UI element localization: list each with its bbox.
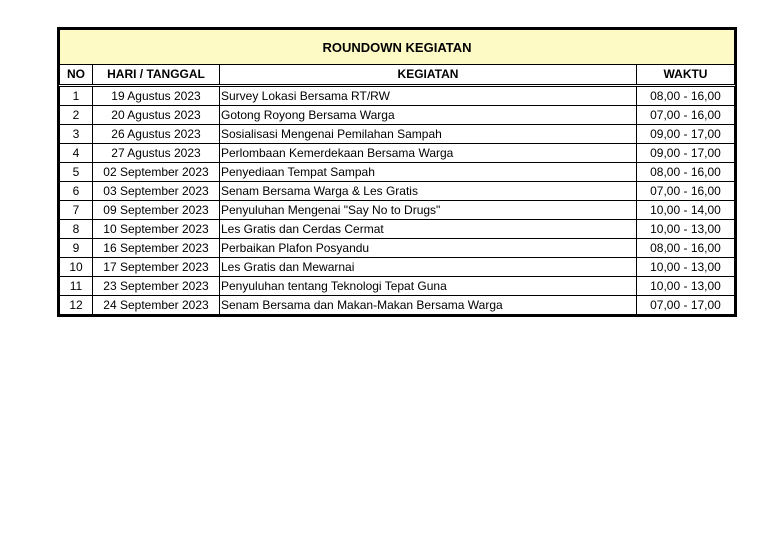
cell-date: 26 Agustus 2023: [93, 125, 220, 144]
cell-time: 09,00 - 17,00: [636, 125, 734, 144]
cell-time: 10,00 - 13,00: [636, 258, 734, 277]
cell-time: 10,00 - 13,00: [636, 277, 734, 296]
cell-time: 10,00 - 13,00: [636, 220, 734, 239]
table-body: [60, 86, 735, 315]
cell-no: 5: [60, 163, 93, 182]
cell-date: 02 September 2023: [93, 163, 220, 182]
table-row: [60, 163, 735, 182]
cell-activity: Penyuluhan tentang Teknologi Tepat Guna: [220, 277, 637, 296]
cell-date: 24 September 2023: [93, 296, 220, 315]
cell-time: 08,00 - 16,00: [636, 86, 734, 106]
table-row: [60, 86, 735, 106]
cell-activity: Gotong Royong Bersama Warga: [220, 106, 637, 125]
cell-activity: Senam Bersama Warga & Les Gratis: [220, 182, 637, 201]
cell-activity: Perlombaan Kemerdekaan Bersama Warga: [220, 144, 637, 163]
cell-time: 07,00 - 16,00: [636, 182, 734, 201]
header-time: WAKTU: [636, 65, 734, 86]
cell-time: 08,00 - 16,00: [636, 163, 734, 182]
table-row: [60, 277, 735, 296]
header-date: HARI / TANGGAL: [93, 65, 220, 86]
cell-activity: Penyuluhan Mengenai "Say No to Drugs": [220, 201, 637, 220]
cell-no: 7: [60, 201, 93, 220]
cell-no: 9: [60, 239, 93, 258]
cell-date: 27 Agustus 2023: [93, 144, 220, 163]
cell-activity: Penyediaan Tempat Sampah: [220, 163, 637, 182]
schedule-table: [59, 29, 735, 315]
cell-activity: Sosialisasi Mengenai Pemilahan Sampah: [220, 125, 637, 144]
table-row: [60, 296, 735, 315]
table-row: [60, 220, 735, 239]
cell-activity: Senam Bersama dan Makan-Makan Bersama Warga: [220, 296, 637, 315]
table-row: [60, 201, 735, 220]
cell-time: 08,00 - 16,00: [636, 239, 734, 258]
cell-no: 8: [60, 220, 93, 239]
cell-time: 07,00 - 17,00: [636, 296, 734, 315]
cell-date: 10 September 2023: [93, 220, 220, 239]
cell-no: 11: [60, 277, 93, 296]
header-row: [60, 65, 735, 86]
table-row: [60, 182, 735, 201]
cell-activity: Perbaikan Plafon Posyandu: [220, 239, 637, 258]
cell-date: 03 September 2023: [93, 182, 220, 201]
cell-time: 07,00 - 16,00: [636, 106, 734, 125]
table-title: ROUNDOWN KEGIATAN: [60, 30, 735, 65]
cell-no: 1: [60, 86, 93, 106]
cell-activity: Les Gratis dan Cerdas Cermat: [220, 220, 637, 239]
header-no: NO: [60, 65, 93, 86]
cell-date: 17 September 2023: [93, 258, 220, 277]
cell-time: 09,00 - 17,00: [636, 144, 734, 163]
header-activity: KEGIATAN: [220, 65, 637, 86]
table-row: [60, 106, 735, 125]
cell-date: 09 September 2023: [93, 201, 220, 220]
cell-date: 16 September 2023: [93, 239, 220, 258]
cell-no: 2: [60, 106, 93, 125]
cell-no: 3: [60, 125, 93, 144]
schedule-sheet: [57, 27, 737, 317]
cell-date: 23 September 2023: [93, 277, 220, 296]
table-row: [60, 125, 735, 144]
cell-date: 20 Agustus 2023: [93, 106, 220, 125]
cell-no: 12: [60, 296, 93, 315]
cell-no: 4: [60, 144, 93, 163]
cell-date: 19 Agustus 2023: [93, 86, 220, 106]
table-row: [60, 239, 735, 258]
cell-time: 10,00 - 14,00: [636, 201, 734, 220]
title-row: [60, 30, 735, 65]
cell-activity: Survey Lokasi Bersama RT/RW: [220, 86, 637, 106]
cell-no: 10: [60, 258, 93, 277]
table-row: [60, 258, 735, 277]
cell-no: 6: [60, 182, 93, 201]
cell-activity: Les Gratis dan Mewarnai: [220, 258, 637, 277]
table-row: [60, 144, 735, 163]
